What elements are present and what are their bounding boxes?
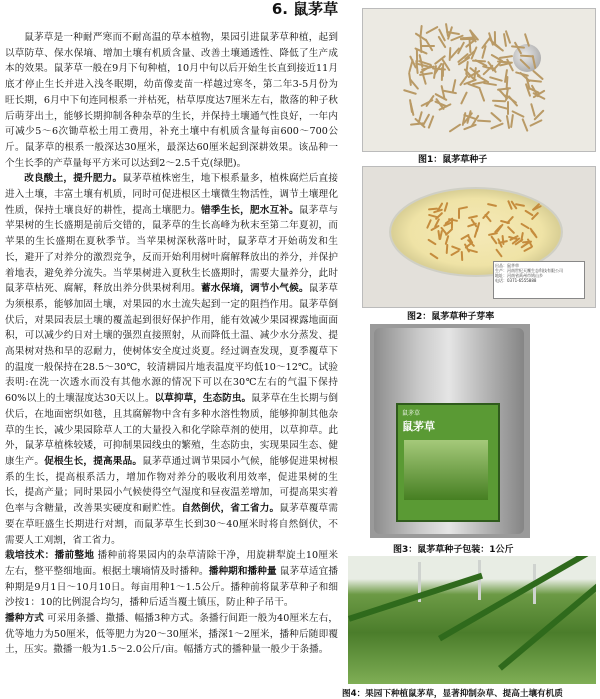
paragraph — [5, 548, 338, 611]
paragraph — [5, 171, 338, 548]
article-body — [5, 30, 338, 658]
seed — [445, 23, 449, 37]
seed — [497, 87, 511, 91]
figure-4-caption: 图4：果园下种植鼠茅草，显著抑制杂草、提高土壤有机质 — [342, 689, 563, 699]
seed — [506, 115, 510, 129]
paragraph — [5, 30, 338, 171]
seed — [492, 99, 506, 101]
seed — [443, 89, 457, 94]
seed — [463, 123, 477, 130]
text-run: 鼠茅草通过调节果园小气候，能够促进果树根系的生长，提高根系活力，增加作物对养分的吸收利用效率，促进果树的生长，提高产量；同时果园小气候使得空气湿度和昼夜温差增加，可提高果实着色率与含糖量，改善果实硬度和耐贮性。 — [5, 455, 339, 515]
seed — [489, 76, 503, 82]
bold-heading-run: 改良酸土，提升肥力。 — [24, 173, 123, 185]
seed — [460, 91, 468, 104]
bag-name: 鼠茅草 — [402, 420, 435, 433]
seed — [410, 102, 415, 116]
text-run: 可采用条播、撒播、幅播3种方式。条播行间距一般为40厘米左右，优等地力为50厘米，低等肥力为20～30厘米，播深1～2厘米，播种后随即覆土，压实。撒播一般为1.5～2.0公斤/亩。幅播方式的播种量一般少于条播。 — [5, 613, 339, 656]
seed-package-photo — [370, 324, 530, 538]
sprouted-seed — [458, 209, 460, 219]
bold-heading-run: 播种方式 — [5, 613, 44, 625]
figure-3-caption: 图3：鼠茅草种子包装：1公斤 — [393, 545, 514, 555]
paragraph — [5, 611, 338, 658]
bold-heading-run: 促根生长，提高果品。 — [44, 455, 143, 467]
text-run: 鼠茅草植株密生，地下根系量多，植株腐烂后直接进入土壤，丰富土壤有机质，同时可促进根区土壤微生物活性，调节土壤理化性质，保持土壤良好的耕性，提高土壤肥力。 — [5, 173, 338, 216]
seed — [505, 76, 508, 90]
seed — [530, 103, 536, 117]
text-run: 鼠茅草为须根系，能够加固土壤，对果园的水土流失起到一定的阻挡作用。鼠茅草倒伏后，对果园表层土壤的覆盖起到很好保护作用，能有效减少果园裸露地面面积，可以减少约日对土壤的强烈直接照射，从而降低土温、减少水分蒸发、提高果树对热和旱的忍耐力，使树体安全度过炎夏。经过调查发现，夏季覆草下的温度一般保持在28.5～30℃，较清耕园片地表温度平均低10～12℃。试验表明:在洗一次透水而没有其他水源的情况下可以在30℃左右的气温下保持60%以上的土壤湿度达30天以上。 — [5, 283, 338, 405]
seed — [529, 119, 542, 127]
germination-photo — [362, 166, 596, 308]
seed — [403, 89, 417, 95]
seed-photo — [362, 8, 596, 152]
bold-heading-run: 自然倒伏，省工省力。 — [181, 503, 280, 515]
text-run: 鼠茅草与苹果树的生长盛期是前后交错的，鼠茅草的生长高峰为秋末至第二年夏初，而苹果的生长盛期在夏秋季节。当苹果树深秋落叶时，鼠茅草才开始萌发和生长，避开了对养分的激烈竞争，反而开始利用树叶腐解释放出的养分，并保护着地表，避免养分流失。当苹果树进入夏秋生长盛期时，需要大量养分，此时鼠茅草枯死、腐解，释放出养分供果树利用。 — [5, 204, 339, 295]
seed — [492, 42, 505, 52]
seed — [490, 112, 502, 123]
figure-2-caption: 图2：鼠茅草种子芽率 — [407, 312, 495, 322]
bold-heading-run: 栽培技术：播前整地 — [5, 550, 95, 562]
seed — [479, 88, 486, 102]
bold-heading-run: 播种期和播种量 — [208, 565, 277, 577]
seed — [477, 120, 491, 123]
text-run: 鼠茅草是一种耐严寒而不耐高温的草本植物，果园引进鼠茅草种植，起到以草防草、保水保墒、增加土壤有机质含量、改善土壤通透性、降低了生产成本的效果。鼠茅草一般在9月下旬种植，10月中旬以后开始生长直到接近11月底才停止生长并进入浅冬眠期，幼苗像麦苗一样越过寒冬，第二年3-5月份为旺长期，6月中下旬连同根系一并枯死，枯草厚度达7厘米左右，散落的种子秋后萌芽出土，能够长期抑制各种杂草的生长，并保持土壤通气性良好，一年内可减少5～6次锄草松土用工费用，补充土壤中有机质含量每亩600～700公斤。鼠茅草的根系一般深达30厘米，最深达60厘米起到深耕效果。该品种一个生长季的产草量每平方米可以达到2～2.5千克(绿肥)。 — [5, 32, 338, 169]
sprouted-seed — [501, 235, 504, 245]
bold-heading-run: 以草抑草，生态防虫。 — [154, 393, 252, 405]
text-run: 鼠茅草覆草需要在草旺盛生长期进行对割，而鼠茅草生长到30～40厘米时将自然倒伏，不需要人工刈割，省工省力。 — [5, 503, 338, 546]
product-label: 出品：鼠茅草 生产：河南世纪天鹰生态科技有限公司 地址：河南省禹州市鸠山乡 电话：0371-6555888 — [493, 261, 585, 299]
seed — [499, 55, 513, 59]
orchard-grass-photo — [348, 556, 596, 684]
text-run: 鼠茅草在生长期与倒伏后，在地面密织如毯，且其腐解物中含有多种水溶性物质，能够抑制其他杂草的生长，减少果园除草人工的大量投入和化学除草剂的使用，以草抑草。此外，鼠茅草植株较矮，可抑制果园线虫的繁殖，生态防虫，实现果园生态、健康生产。 — [5, 393, 338, 467]
seed-bag — [374, 328, 524, 534]
figure-1-caption: 图1：鼠茅草种子 — [418, 155, 488, 165]
seed — [510, 114, 514, 128]
seed — [522, 118, 529, 132]
seed — [490, 122, 504, 129]
seed — [425, 26, 438, 35]
text-run: 播种前将果园内的杂草清除干净，用旋耕犁旋土10厘米左右，整平整细地面。根据土壤墒情及时播种。 — [5, 550, 338, 577]
seed — [528, 80, 542, 83]
bold-heading-run: 错季生长，肥水互补。 — [200, 204, 299, 216]
page-title: 6. 鼠茅草 — [271, 0, 339, 18]
text-run: 鼠茅草适宜播种期是9月1日～10月10日。每亩用种1～1.5公斤。播种前将鼠茅草种子和细沙按1：10的比例混合均匀，播种后适当覆土镇压，防止种子吊干。 — [5, 565, 338, 609]
bold-heading-run: 蓄水保墒，调节小气候。 — [200, 283, 309, 295]
seed — [449, 123, 462, 132]
bag-brand: 鼠茅草 — [402, 410, 421, 417]
bag-grass-photo — [404, 440, 488, 500]
seed — [532, 69, 544, 80]
